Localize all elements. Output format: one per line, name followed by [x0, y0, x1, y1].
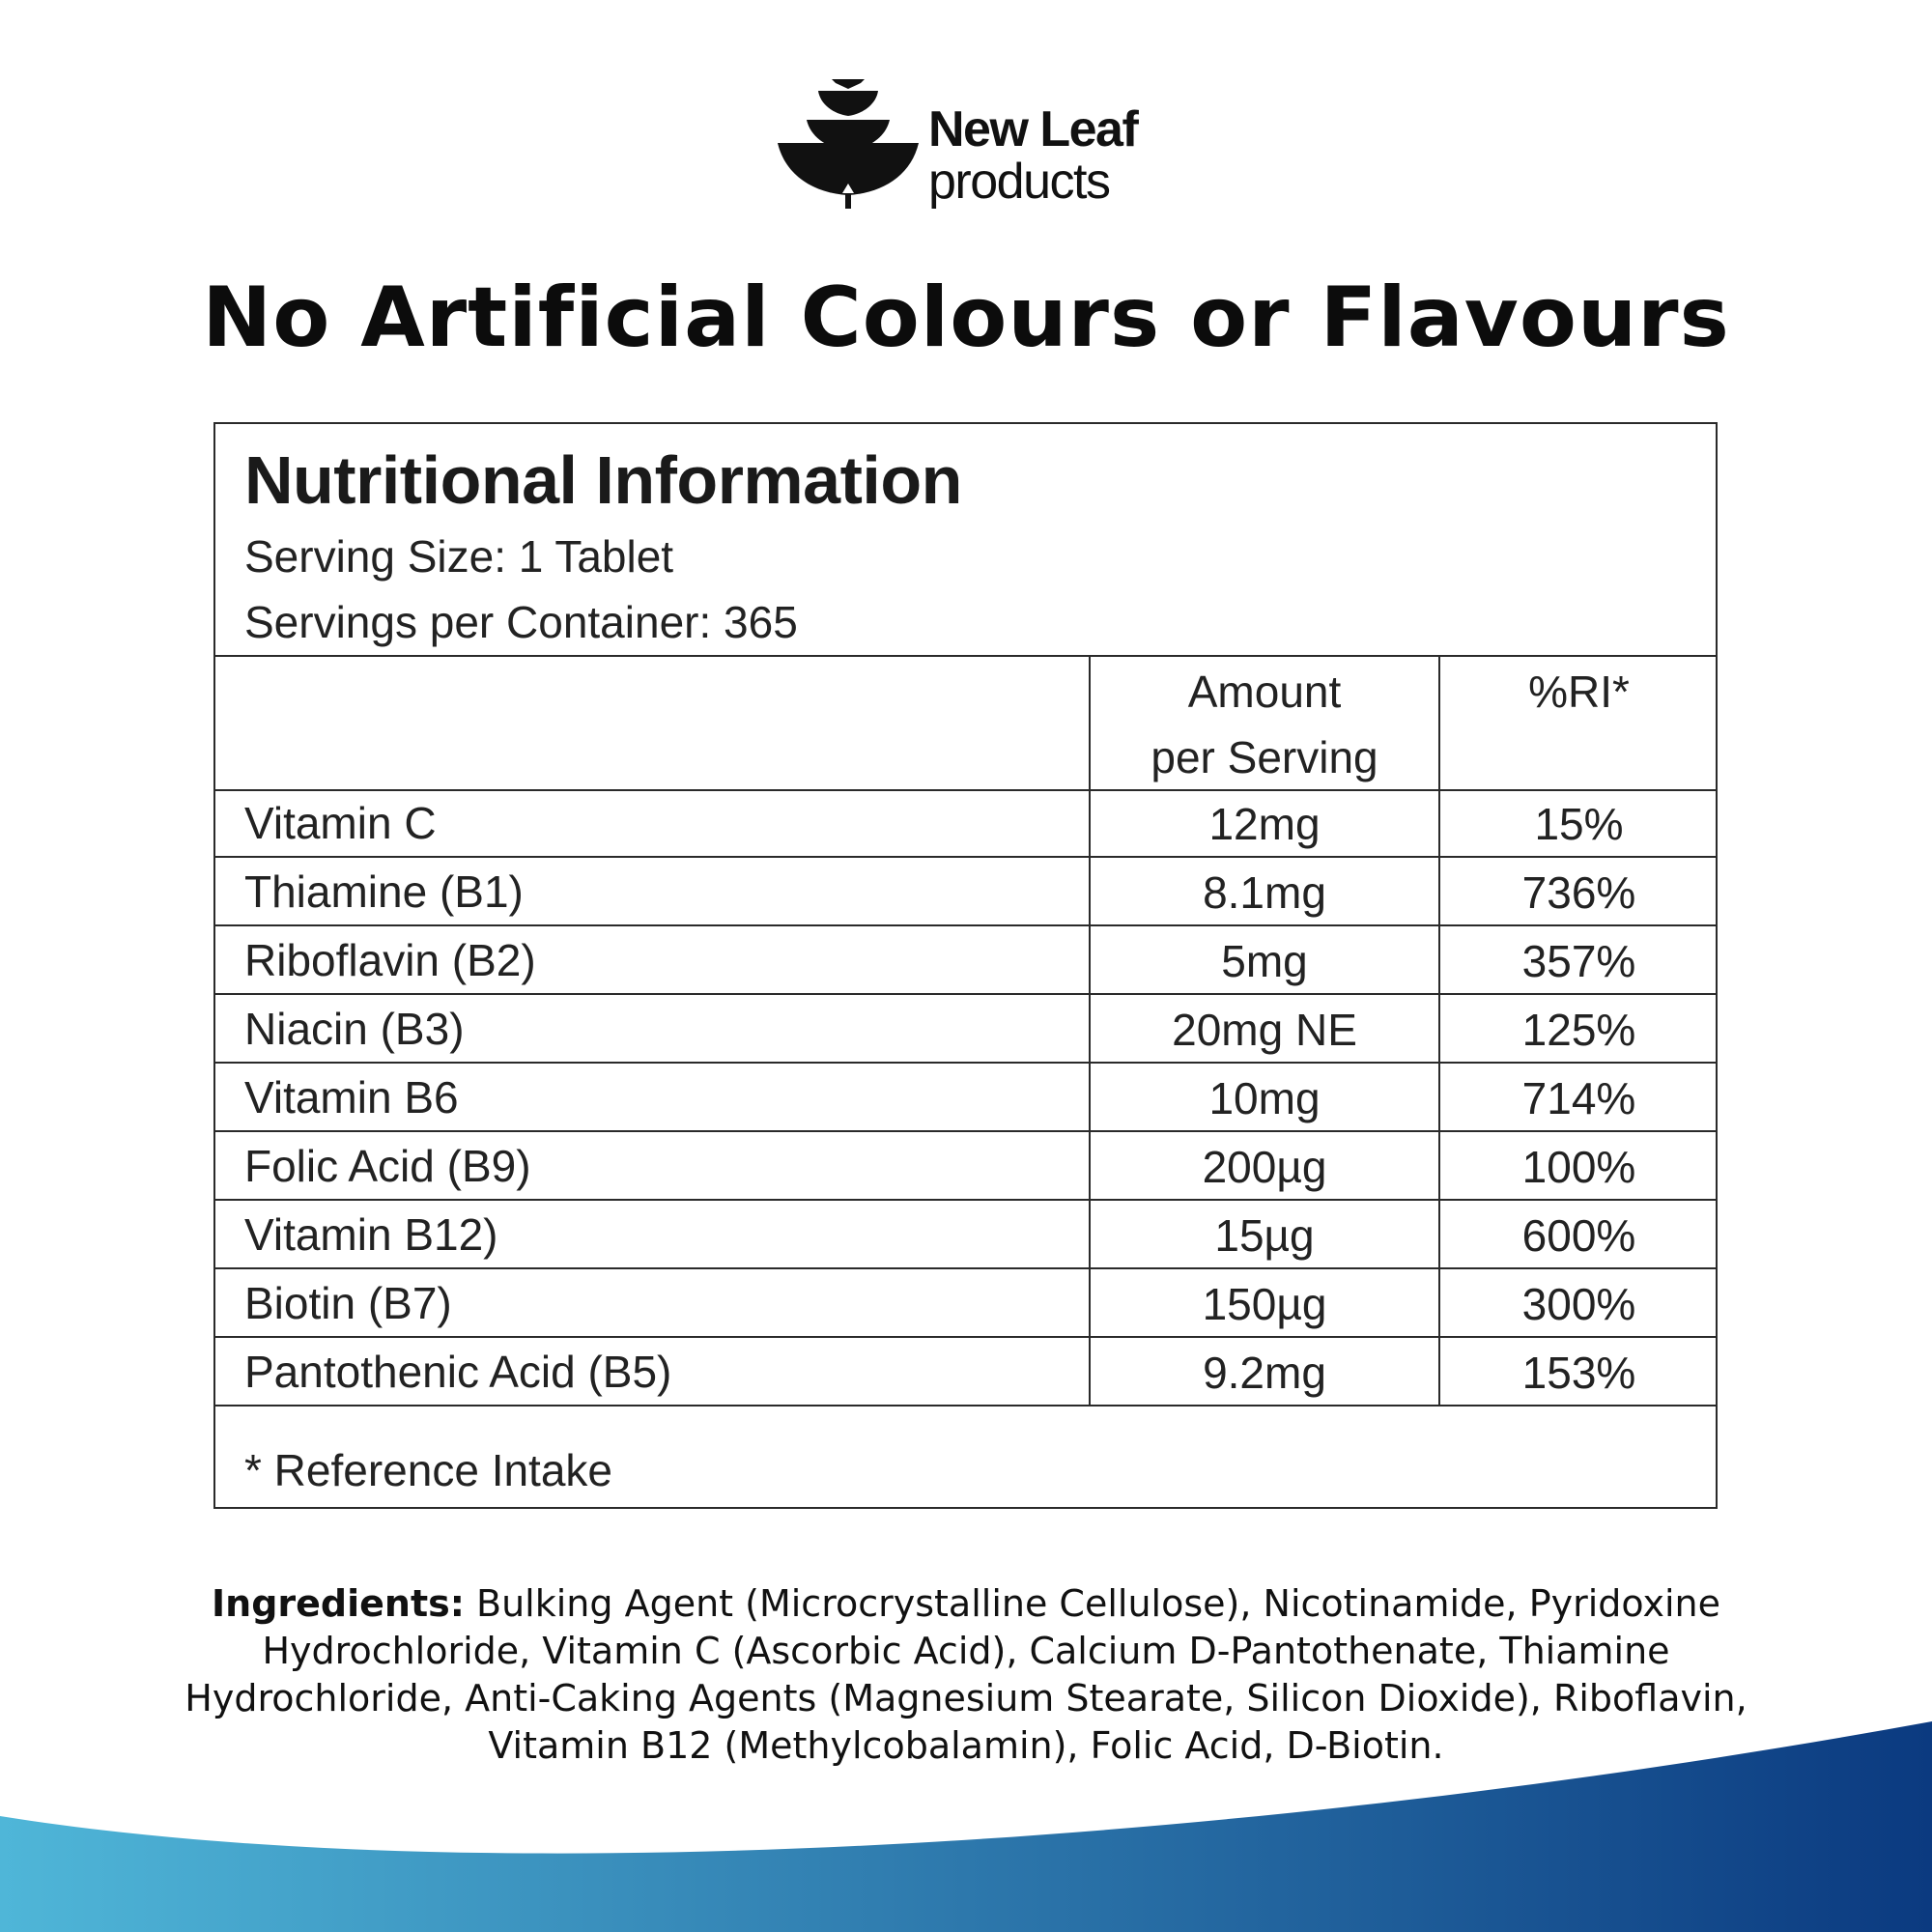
- nutrition-header: [215, 424, 1716, 657]
- nutrient-name: Vitamin B6: [244, 1072, 459, 1122]
- nutrient-ri: 600%: [1438, 1201, 1718, 1267]
- nutrient-name: Thiamine (B1): [244, 867, 524, 917]
- table-row: [215, 926, 1716, 995]
- servings-per-container: Servings per Container: 365: [244, 597, 798, 647]
- decorative-wave: [0, 1700, 1932, 1932]
- column-header-amount: [1089, 655, 1438, 789]
- nutrient-ri: 736%: [1438, 858, 1718, 924]
- nutrient-ri: 300%: [1438, 1269, 1718, 1336]
- nutrient-amount: 150µg: [1089, 1269, 1438, 1336]
- ingredients-list: Bulking Agent (Microcrystalline Cellulose), Nicotinamide, Pyridoxine Hydrochloride, Vitamin C (Ascorbic Acid), Calcium D-Pantothenate, Thiamine Hydrochloride, Anti-Caking Agents (Magnesium Stearate, Silicon Dioxide), Riboflavin, Vitamin B12 (Methylcobalamin), Folic Acid, D-Biotin.: [185, 1582, 1747, 1767]
- brand-name: New Leaf: [928, 101, 1138, 157]
- table-row: [215, 858, 1716, 926]
- nutrient-amount: 15µg: [1089, 1201, 1438, 1267]
- nutrient-name: Pantothenic Acid (B5): [244, 1347, 672, 1397]
- table-row: [215, 995, 1716, 1064]
- nutrient-ri: 125%: [1438, 995, 1718, 1062]
- table-row: [215, 1064, 1716, 1132]
- brand-wordmark: [928, 101, 1138, 210]
- brand-logo: [776, 75, 1162, 211]
- nutrition-table: [213, 422, 1718, 1509]
- nutrient-name: Biotin (B7): [244, 1278, 452, 1328]
- nutrient-amount: 12mg: [1089, 789, 1438, 856]
- nutrient-ri: 100%: [1438, 1132, 1718, 1199]
- nutrient-name: Folic Acid (B9): [244, 1141, 531, 1191]
- column-header-amount-line2: per Serving: [1151, 732, 1378, 782]
- table-row: [215, 789, 1716, 858]
- column-header-row: [215, 655, 1716, 791]
- nutrition-title: Nutritional Information: [244, 442, 962, 518]
- serving-size: Serving Size: 1 Tablet: [244, 531, 674, 582]
- nutrient-ri: 15%: [1438, 789, 1718, 856]
- nutrient-ri: 357%: [1438, 926, 1718, 993]
- ingredients-label: Ingredients:: [212, 1582, 465, 1625]
- nutrient-ri: 714%: [1438, 1064, 1718, 1130]
- table-row: [215, 1201, 1716, 1269]
- nutrient-amount: 8.1mg: [1089, 858, 1438, 924]
- nutrient-name: Riboflavin (B2): [244, 935, 536, 985]
- nutrient-rows: [215, 789, 1716, 1406]
- leaf-tree-icon: [776, 75, 921, 211]
- nutrient-amount: 20mg NE: [1089, 995, 1438, 1062]
- nutrient-name: Vitamin B12): [244, 1209, 498, 1260]
- nutrient-name: Niacin (B3): [244, 1004, 465, 1054]
- reference-intake-footnote: * Reference Intake: [244, 1445, 613, 1495]
- column-header-amount-line1: Amount: [1187, 667, 1342, 717]
- table-row: [215, 1132, 1716, 1201]
- nutrient-name: Vitamin C: [244, 798, 437, 848]
- nutrient-ri: 153%: [1438, 1338, 1718, 1405]
- brand-sub: products: [928, 154, 1110, 210]
- table-row: [215, 1269, 1716, 1338]
- headline: No Artificial Colours or Flavours: [202, 270, 1730, 366]
- table-row: [215, 1338, 1716, 1406]
- nutrient-amount: 9.2mg: [1089, 1338, 1438, 1405]
- nutrient-amount: 200µg: [1089, 1132, 1438, 1199]
- column-header-ri: %RI*: [1438, 655, 1718, 789]
- nutrient-amount: 5mg: [1089, 926, 1438, 993]
- nutrient-amount: 10mg: [1089, 1064, 1438, 1130]
